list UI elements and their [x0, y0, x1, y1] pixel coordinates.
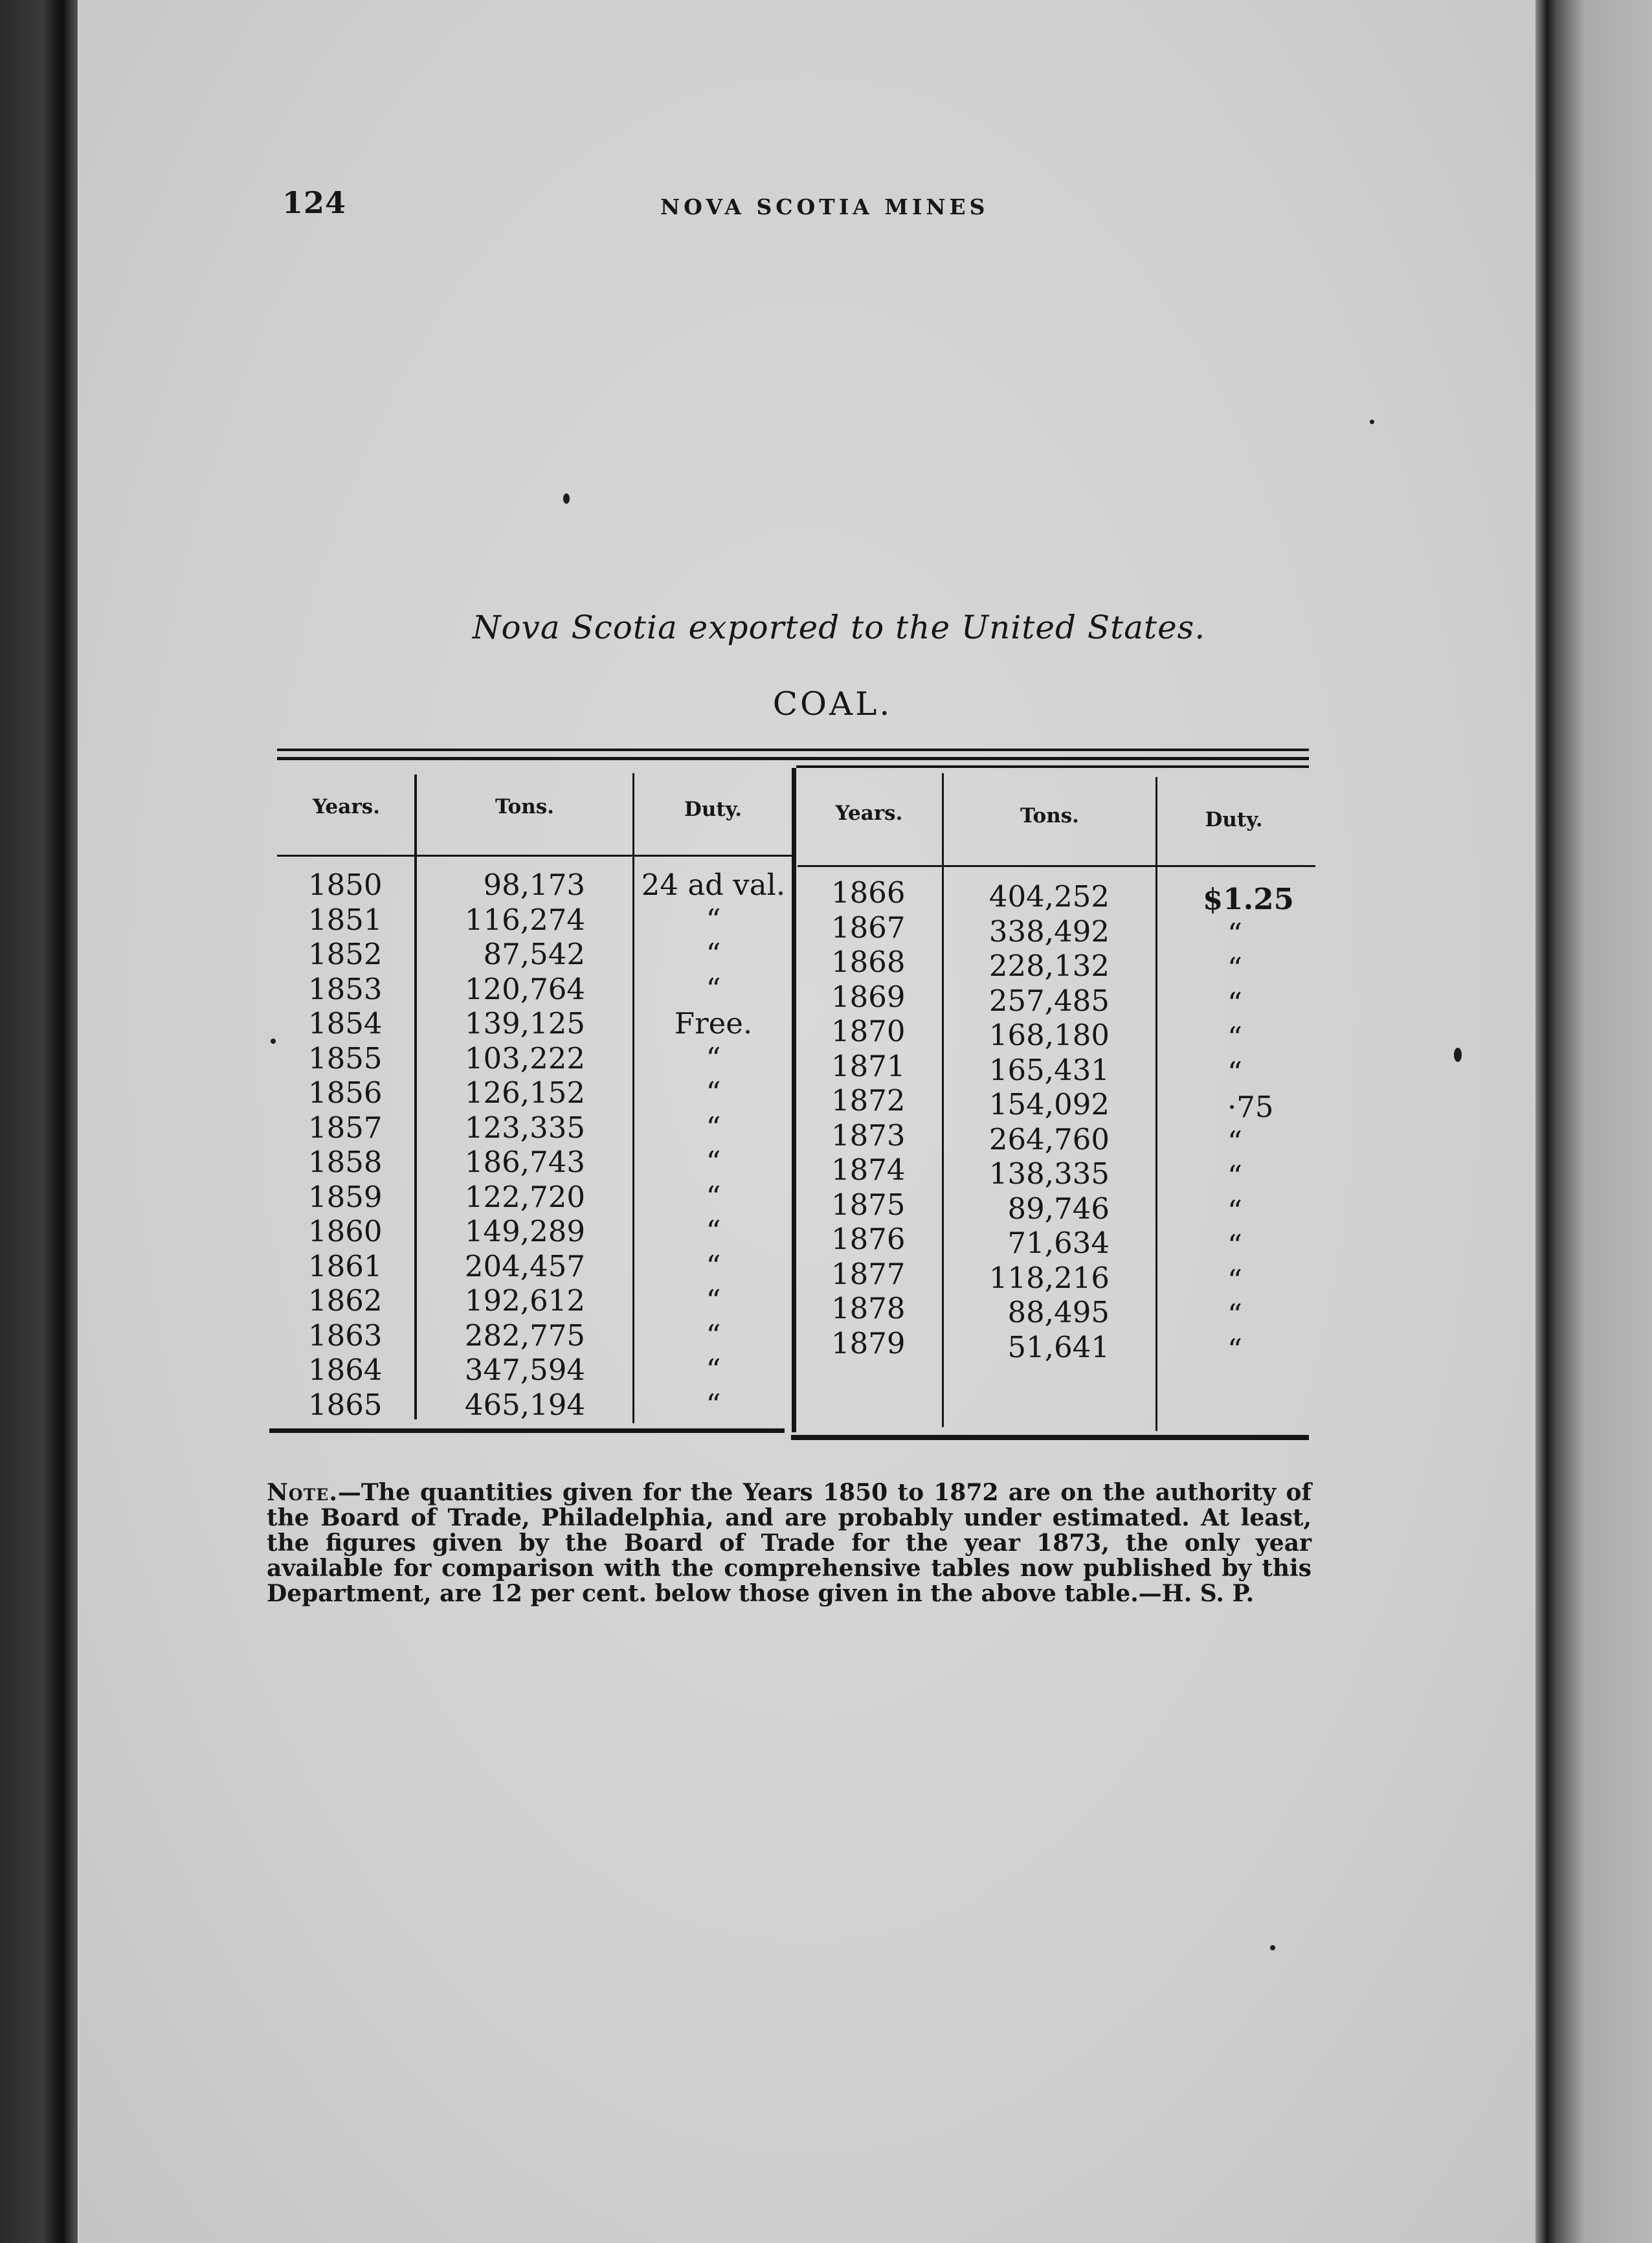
table-cell-year: 1874: [831, 1153, 906, 1187]
table-cell-year: 1864: [308, 1353, 383, 1387]
duty-column-right: [1203, 882, 1300, 1367]
table-cell-duty: “: [706, 1248, 721, 1283]
table-cell-duty: $1.25: [1203, 882, 1294, 916]
column-divider: [1155, 777, 1157, 1431]
table-cell-tons: 116,274: [464, 902, 585, 937]
column-divider-center: [792, 768, 796, 1432]
table-cell-duty: Free.: [674, 1006, 753, 1041]
table-top-rule: [277, 757, 1309, 760]
table-cell-year: 1863: [308, 1318, 383, 1353]
table-cell-tons: 282,775: [464, 1318, 585, 1353]
table-cell-year: 1854: [308, 1006, 383, 1041]
table-cell-duty: “: [706, 971, 721, 1006]
page-sheet: [79, 0, 1535, 2243]
table-cell-duty: “: [706, 1145, 721, 1179]
table-cell-tons: 89,746: [1007, 1191, 1110, 1226]
header-bottom-rule: [277, 855, 792, 857]
table-note: [267, 1480, 1312, 1606]
table-cell-duty: “: [1227, 1263, 1243, 1298]
scan-speck: [271, 1039, 276, 1044]
table-cell-duty: “: [706, 1179, 721, 1214]
table-cell-tons: 126,152: [464, 1076, 585, 1110]
col-header-duty-right: Duty.: [1205, 808, 1263, 831]
table-cell-year: 1861: [308, 1248, 383, 1283]
table-cell-duty: “: [706, 1214, 721, 1248]
table-cell-tons: 264,760: [988, 1122, 1110, 1156]
table-cell-year: 1879: [831, 1325, 906, 1360]
header-bottom-rule: [798, 865, 1315, 867]
scan-speck: [1454, 1048, 1462, 1062]
table-cell-year: 1873: [831, 1118, 906, 1153]
table-cell-year: 1856: [308, 1076, 383, 1110]
table-bottom-rule: [269, 1428, 785, 1433]
scan-speck: [1370, 420, 1374, 424]
table-cell-year: 1851: [308, 902, 383, 937]
table-cell-tons: 71,634: [1007, 1226, 1110, 1260]
book-gutter: [1535, 0, 1555, 2243]
scan-speck: [563, 493, 570, 504]
table-cell-duty: “: [1227, 986, 1243, 1020]
table-cell-tons: 118,216: [988, 1260, 1110, 1295]
table-cell-duty: “: [1227, 1124, 1243, 1159]
tons-column-right: [971, 879, 1110, 1364]
table-cell-duty: “: [706, 937, 721, 971]
column-divider: [632, 773, 634, 1423]
col-header-duty-left: Duty.: [684, 798, 742, 821]
table-cell-duty: “: [1227, 1298, 1243, 1332]
table-cell-tons: 88,495: [1007, 1295, 1110, 1329]
table-cell-year: 1870: [831, 1014, 906, 1048]
table-cell-tons: 123,335: [464, 1110, 585, 1145]
col-header-years-left: Years.: [313, 795, 380, 818]
table-top-rule: [796, 765, 1309, 768]
column-divider: [414, 774, 417, 1419]
table-cell-tons: 347,594: [464, 1353, 585, 1387]
table-cell-tons: 98,173: [483, 868, 585, 902]
table-cell-duty: “: [1227, 1332, 1243, 1367]
table-cell-year: 1865: [308, 1387, 383, 1422]
table-cell-year: 1860: [308, 1214, 383, 1248]
table-cell-duty: “: [706, 1353, 721, 1387]
table-cell-year: 1859: [308, 1179, 383, 1214]
table-cell-duty: “: [706, 1318, 721, 1353]
scan-speck: [1270, 1945, 1275, 1950]
table-cell-duty: “: [706, 1387, 721, 1422]
table-cell-year: 1850: [308, 868, 383, 902]
table-cell-tons: 186,743: [464, 1145, 585, 1179]
table-cell-tons: 149,289: [464, 1214, 585, 1248]
table-cell-year: 1862: [308, 1283, 383, 1318]
table-cell-year: 1868: [831, 945, 906, 979]
col-header-years-right: Years.: [835, 802, 903, 825]
table-cell-duty: “: [1227, 1159, 1243, 1193]
years-column-right: [831, 875, 935, 1360]
table-cell-tons: 465,194: [464, 1387, 585, 1422]
table-cell-tons: 168,180: [988, 1018, 1110, 1052]
table-cell-year: 1872: [831, 1083, 906, 1118]
table-top-rule: [277, 749, 1309, 751]
table-cell-year: 1853: [308, 971, 383, 1006]
table-cell-duty: ·75: [1227, 1090, 1274, 1124]
table-cell-year: 1867: [831, 910, 906, 945]
table-cell-duty: 24 ad val.: [641, 868, 786, 902]
table-cell-tons: 51,641: [1007, 1329, 1110, 1364]
table-cell-tons: 338,492: [988, 914, 1110, 949]
table-cell-year: 1871: [831, 1048, 906, 1083]
note-text: —The quantities given for the Years 1850 to 1872 are on the authority of the Board of Trade, Philadelphia, and are probably under estimated. At least, the figures given by the Board of Trade for the year 1873, the only year available for comparison with the comprehensive tables now published by this Department, are 12 per cent. below those given in the above table.—H. S. P.: [267, 1479, 1312, 1607]
column-divider: [942, 773, 944, 1427]
table-cell-tons: 120,764: [464, 971, 585, 1006]
scan-left-edge: [0, 0, 78, 2243]
table-cell-year: 1855: [308, 1041, 383, 1076]
table-cell-tons: 122,720: [464, 1179, 585, 1214]
table-cell-duty: “: [1227, 1055, 1243, 1090]
years-column-left: [308, 868, 405, 1422]
table-cell-tons: 228,132: [988, 949, 1110, 983]
table-cell-year: 1852: [308, 937, 383, 971]
table-cell-tons: 257,485: [988, 983, 1110, 1018]
table-cell-tons: 192,612: [464, 1283, 585, 1318]
table-cell-tons: 87,542: [483, 937, 585, 971]
table-cell-duty: “: [1227, 1228, 1243, 1263]
table-cell-duty: “: [1227, 1193, 1243, 1228]
table-cell-tons: 404,252: [988, 879, 1110, 914]
table-cell-year: 1869: [831, 979, 906, 1014]
col-header-tons-right: Tons.: [1020, 804, 1079, 828]
tons-column-left: [447, 868, 585, 1422]
table-cell-tons: 139,125: [464, 1006, 585, 1041]
table-cell-year: 1875: [831, 1187, 906, 1222]
table-bottom-rule: [791, 1435, 1309, 1440]
facing-page-edge: [1555, 0, 1652, 2243]
table-cell-duty: “: [706, 1110, 721, 1145]
col-header-tons-left: Tons.: [495, 795, 554, 818]
table-cell-duty: “: [1227, 1020, 1243, 1055]
table-cell-duty: “: [706, 1041, 721, 1076]
table-cell-year: 1858: [308, 1145, 383, 1179]
table-cell-duty: “: [1227, 951, 1243, 986]
table-cell-year: 1877: [831, 1256, 906, 1291]
table-cell-duty: “: [706, 902, 721, 937]
note-lead: Note.: [267, 1479, 338, 1506]
table-cell-tons: 154,092: [988, 1087, 1110, 1122]
table-cell-year: 1876: [831, 1222, 906, 1256]
table-cell-duty: “: [1227, 916, 1243, 951]
table-cell-tons: 103,222: [464, 1041, 585, 1076]
table-title: Nova Scotia exported to the United States.: [472, 609, 1206, 646]
table-cell-year: 1878: [831, 1291, 906, 1325]
table-cell-duty: “: [706, 1283, 721, 1318]
table-cell-year: 1866: [831, 875, 906, 910]
table-subtitle: COAL.: [772, 685, 893, 723]
table-cell-duty: “: [706, 1076, 721, 1110]
page-number: 124: [282, 185, 347, 220]
table-cell-year: 1857: [308, 1110, 383, 1145]
duty-column-left: [637, 868, 790, 1422]
table-cell-tons: 204,457: [464, 1248, 585, 1283]
table-cell-tons: 138,335: [988, 1156, 1110, 1191]
running-head: NOVA SCOTIA MINES: [660, 194, 989, 220]
table-cell-tons: 165,431: [988, 1052, 1110, 1087]
